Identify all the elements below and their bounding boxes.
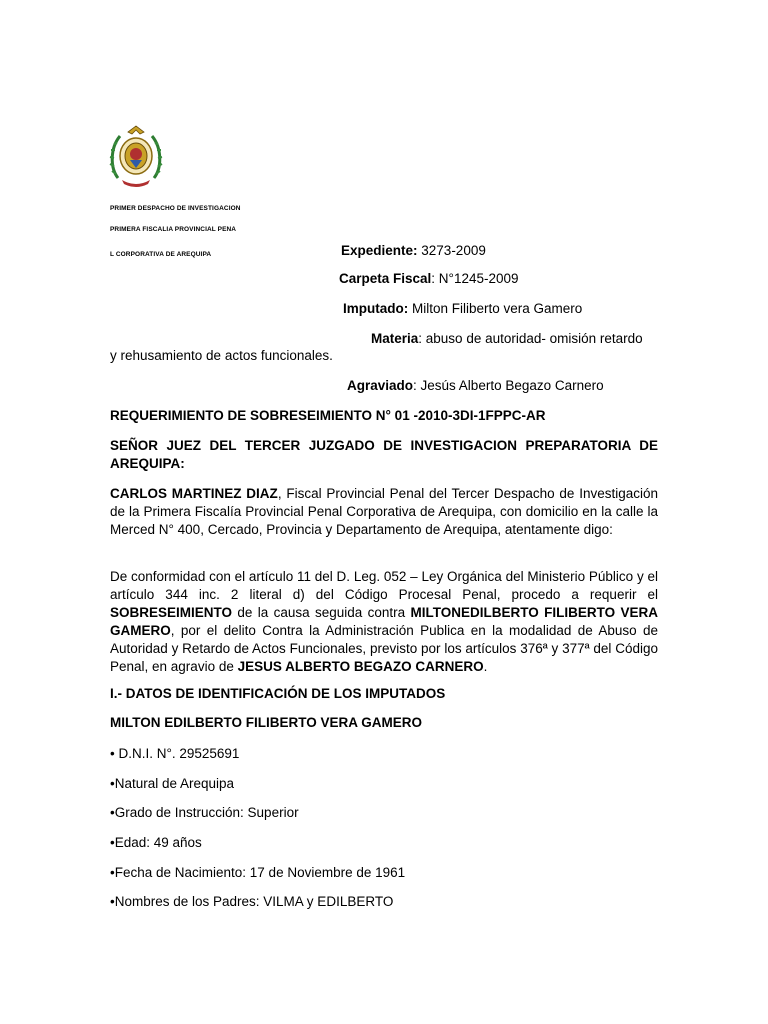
request-bold-3: JESUS ALBERTO BEGAZO CARNERO <box>237 659 484 674</box>
document-title: REQUERIMIENTO DE SOBRESEIMIENTO N° 01 -2010-3DI-1FPPC-AR <box>110 408 546 423</box>
request-text-4: . <box>483 659 488 674</box>
request-text-1: De conformidad con el artículo 11 del D. Leg. 052 – Ley Orgánica del Ministerio Público y el artículo 344 inc. 2 literal d) del Código Procesal Penal, procedo a requerir el <box>110 569 658 602</box>
agraviado-field <box>347 378 604 393</box>
request-text-3: , por el delito Contra la Administración Publica en la modalidad de Abuso de Autoridad y Retardo de Actos Funcionales, previsto por los artículos 376ª y 377ª del Código Penal, en agravio de <box>110 623 658 674</box>
materia-field <box>371 331 643 346</box>
request-paragraph <box>110 568 658 676</box>
addressee: SEÑOR JUEZ DEL TERCER JUZGADO DE INVESTIGACION PREPARATORIA DE AREQUIPA: <box>110 438 658 471</box>
imputado-label: Imputado: <box>343 301 409 316</box>
expediente-field <box>341 243 486 258</box>
materia-value: : abuso de autoridad- omisión retardo <box>418 331 643 346</box>
request-text-2: de la causa seguida contra <box>232 605 411 620</box>
institution-seal-icon <box>108 124 164 188</box>
imputado-value: Milton Filiberto vera Gamero <box>408 301 583 316</box>
request-bold-2: MILTONEDILBERTO FILIBERTO VERA GAMERO <box>110 605 658 638</box>
prosecutor-name: CARLOS MARTINEZ DIAZ <box>110 486 278 501</box>
agraviado-label: Agraviado <box>347 378 414 393</box>
imputado-field <box>343 301 582 316</box>
expediente-value: 3273-2009 <box>417 243 486 258</box>
header-line-3: L CORPORATIVA DE AREQUIPA <box>110 251 212 258</box>
person-name: MILTON EDILBERTO FILIBERTO VERA GAMERO <box>110 715 423 730</box>
carpeta-label: Carpeta Fiscal <box>339 271 432 286</box>
expediente-label: Expediente: <box>341 243 418 258</box>
header-line-1: PRIMER DESPACHO DE INVESTIGACION <box>110 205 241 212</box>
intro-paragraph <box>110 485 658 539</box>
carpeta-field <box>339 271 519 286</box>
intro-text: , Fiscal Provincial Penal del Tercer Despacho de Investigación de la Primera Fiscalía Provincial Penal Corporativa de Arequipa, con domicilio en la calle la Merced N° 400, Cercado, Provincia y Departamento de Arequipa, atentamente digo: <box>110 486 658 537</box>
list-item-parents: •Nombres de los Padres: VILMA y EDILBERTO <box>110 894 394 909</box>
list-item-birthdate: •Fecha de Nacimiento: 17 de Noviembre de 1961 <box>110 865 406 880</box>
list-item-education: •Grado de Instrucción: Superior <box>110 805 299 820</box>
header-line-2: PRIMERA FISCALIA PROVINCIAL PENA <box>110 226 237 233</box>
list-item-origin: •Natural de Arequipa <box>110 776 235 791</box>
list-item-age: •Edad: 49 años <box>110 835 202 850</box>
materia-continuation: y rehusamiento de actos funcionales. <box>110 348 333 363</box>
carpeta-value: : N°1245-2009 <box>431 271 519 286</box>
request-bold-1: SOBRESEIMIENTO <box>110 605 233 620</box>
section-title: I.- DATOS DE IDENTIFICACIÓN DE LOS IMPUTADOS <box>110 686 446 701</box>
materia-label: Materia <box>371 331 419 346</box>
agraviado-value: : Jesús Alberto Begazo Carnero <box>413 378 604 393</box>
list-item-dni: • D.N.I. N°. 29525691 <box>110 746 240 761</box>
